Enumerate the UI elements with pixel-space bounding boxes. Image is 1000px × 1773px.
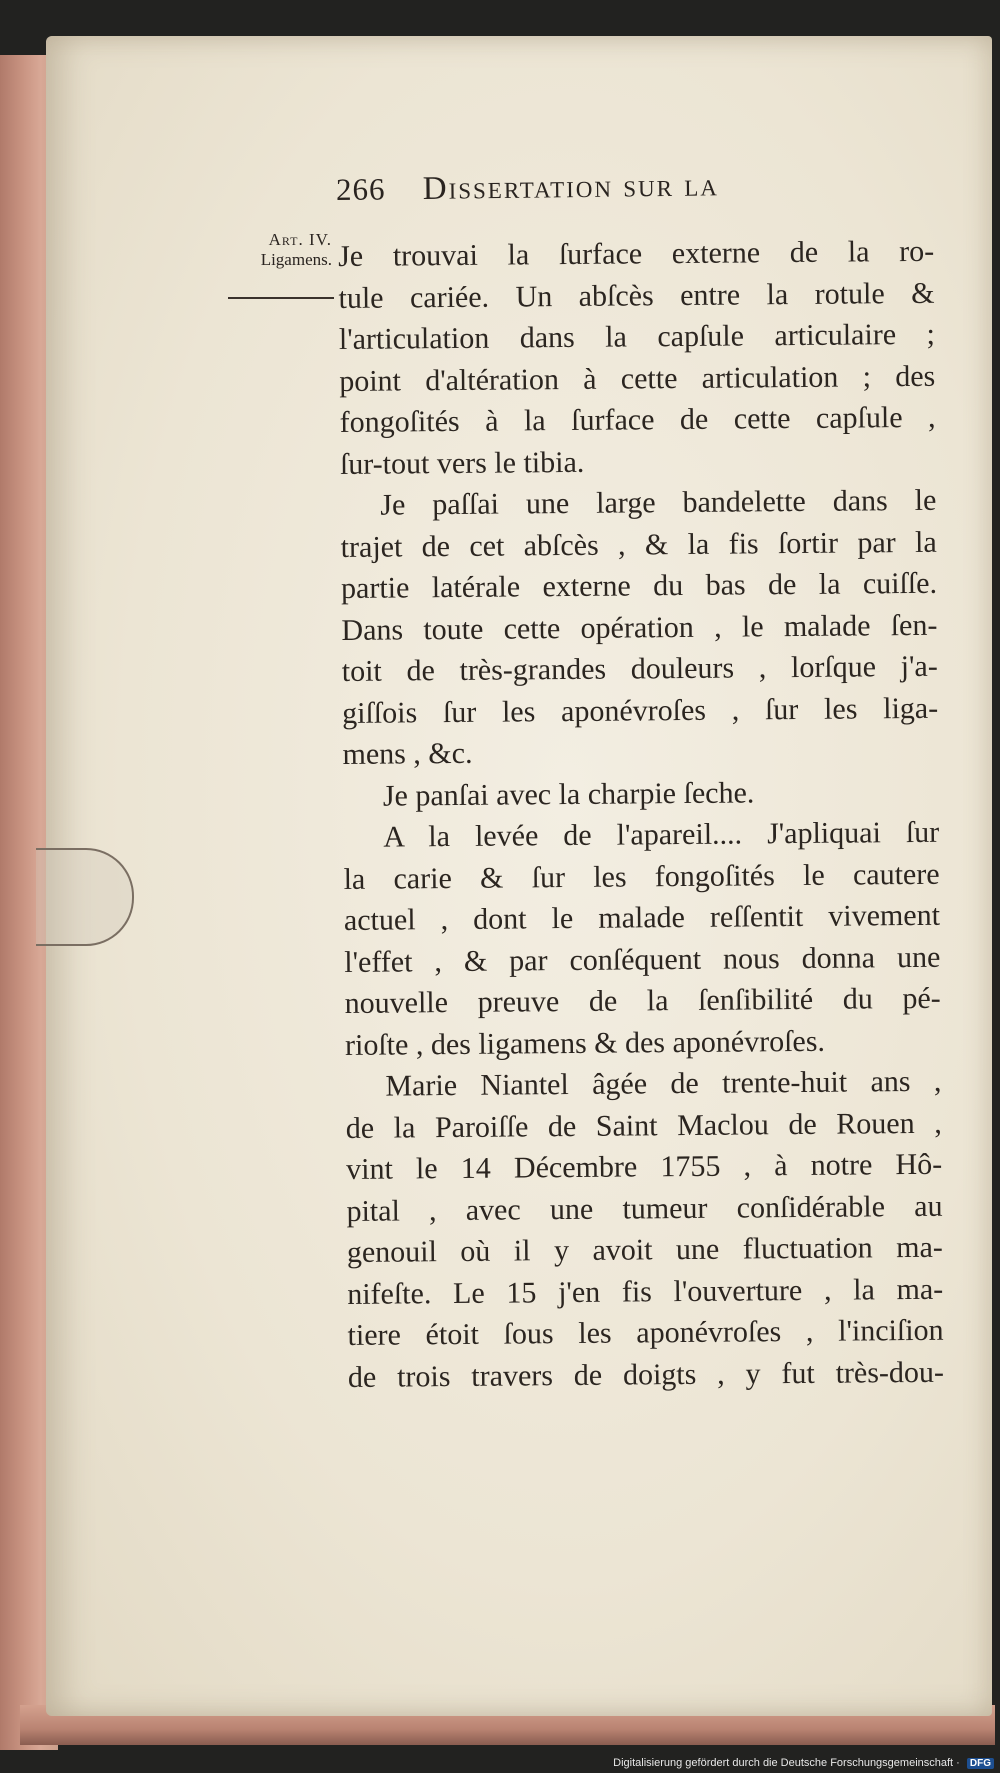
text-line: giſſois ſur les aponévroſes , ſur les liga- [342,691,939,730]
credit-text: Digitalisierung gefördert durch die Deutsche Forschungsgemeinschaft · [613,1757,960,1769]
text-line: Je paſſai une large bandelette dans le [380,483,937,522]
text-line: mens , &c. [342,736,473,771]
text-line: rioſte , des ligamens & des aponévroſes. [344,1024,826,1062]
margin-rule [228,297,334,299]
text-line: nouvelle preuve de la ſenſibilité du pé- [344,981,941,1020]
text-line: la carie & ſur les fongoſités le cautere [343,857,940,896]
text-line: Dans toute cette opération , le malade ſen- [341,608,938,647]
text-line: pital , avec une tumeur conſidérable au [346,1189,943,1228]
text-line: tule cariée. Un abſcès entre la rotule & [338,276,935,315]
text-line: l'effet , & par conſéquent nous donna une [344,940,941,979]
text-line: fongoſités à la ſurface de cette capſule , [339,400,936,439]
digitization-credit [613,1757,994,1769]
text-line: genouil où il y avoit une fluctuation ma- [346,1230,943,1269]
page-clip-tab [36,848,134,946]
margin-note-topic: Ligamens. [260,250,332,269]
margin-note-article: Art. IV. [268,230,332,249]
running-head [336,167,719,209]
text-line: ſur-tout vers le tibia. [339,445,585,481]
text-line: A la levée de l'apareil.... J'apliquai ſur [383,815,940,854]
text-line: nifeſte. Le 15 j'en fis l'ouverture , la ma- [347,1272,944,1311]
running-title: Dissertation sur la [422,167,720,207]
text-line: l'articulation dans la capſule articulaire ; [338,317,936,356]
text-line: Marie Niantel âgée de trente-huit ans , [385,1064,942,1103]
text-line: Je panſai avec la charpie ſeche. [382,775,755,813]
margin-note [224,230,332,270]
text-line: trajet de cet abſcès , & la fis ſortir par la [340,525,937,564]
dfg-logo-icon: DFG [967,1758,994,1769]
text-line: toit de très-grandes douleurs , lorſque j'a- [341,649,938,688]
text-line: Je trouvai la ſurface externe de la ro- [338,234,935,273]
text-line: tiere étoit ſous les aponévroſes , l'inciſion [347,1313,944,1352]
text-line: partie latérale externe du bas de la cuiſſe. [340,566,938,605]
text-line: point d'altération à cette articulation ; des [339,359,936,398]
text-line: vint le 14 Décembre 1755 , à notre Hô- [346,1147,943,1186]
page-number: 266 [335,171,386,207]
text-line: actuel , dont le malade reſſentit vivement [343,898,941,937]
text-line: de trois travers de doigts , y fut très-dou- [347,1355,945,1394]
text-line: de la Paroiſſe de Saint Maclou de Rouen , [345,1106,942,1145]
body-text [338,231,944,1398]
